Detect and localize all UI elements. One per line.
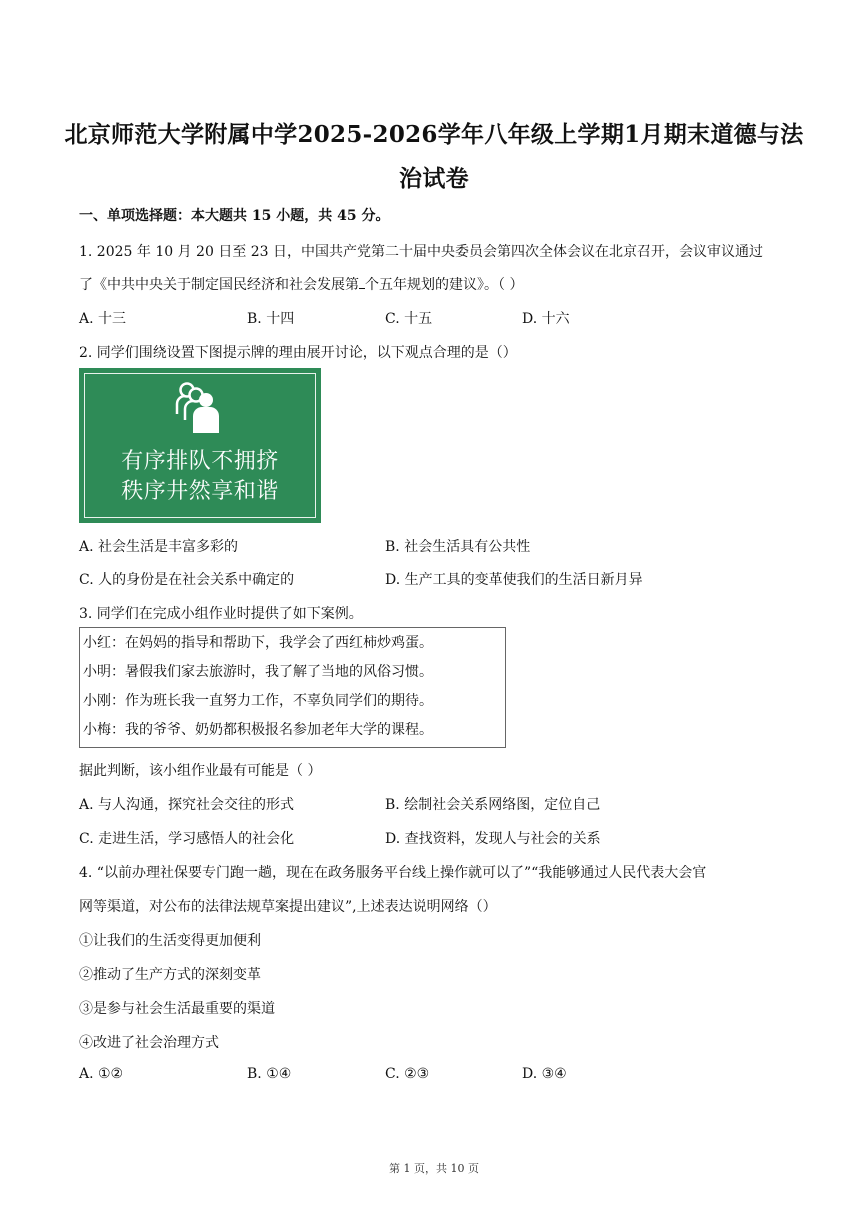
exam-title-line2: 治试卷 xyxy=(399,165,469,192)
q4-option-a: A. ①② xyxy=(79,1066,124,1082)
q1-stem-before-blank: 了《中共中央关于制定国民经济和社会发展第 xyxy=(79,277,359,293)
q1-stem-line2 xyxy=(79,274,523,294)
q4-item-2: ②推动了生产方式的深刻变革 xyxy=(79,967,261,983)
q3-stem: 3. 同学们在完成小组作业时提供了如下案例。 xyxy=(79,606,363,622)
q1-stem-after-blank: 个五年规划的建议》。（ ） xyxy=(365,277,524,293)
q3-case-xiaoming: 小明：暑假我们家去旅游时，我了解了当地的风俗习惯。 xyxy=(83,664,433,680)
q3-case-xiaohong: 小红：在妈妈的指导和帮助下，我学会了西红柿炒鸡蛋。 xyxy=(83,635,433,651)
sign-text-line2: 秩序井然享和谐 xyxy=(121,479,279,504)
q3-option-d: D. 查找资料，发现人与社会的关系 xyxy=(385,831,601,847)
q4-option-b: B. ①④ xyxy=(247,1066,292,1082)
q2-option-c: C. 人的身份是在社会关系中确定的 xyxy=(79,572,295,588)
q4-item-3: ③是参与社会生活最重要的渠道 xyxy=(79,1001,275,1017)
people-queue-icon xyxy=(173,380,229,434)
q2-option-d: D. 生产工具的变革使我们的生活日新月异 xyxy=(385,572,643,588)
q4-stem-line2: 网等渠道，对公布的法律法规草案提出建议”,上述表达说明网络（） xyxy=(79,899,497,915)
q4-option-c: C. ②③ xyxy=(385,1066,430,1082)
section-heading: 一、单项选择题：本大题共 15 小题，共 45 分。 xyxy=(79,208,390,224)
queue-sign-image xyxy=(79,368,321,523)
q3-case-box xyxy=(79,627,506,748)
q2-stem: 2. 同学们围绕设置下图提示牌的理由展开讨论，以下观点合理的是（） xyxy=(79,345,517,361)
q1-option-b: B. 十四 xyxy=(247,311,295,327)
sign-text-line1: 有序排队不拥挤 xyxy=(121,449,279,474)
q2-option-b: B. 社会生活具有公共性 xyxy=(385,539,531,555)
q1-option-a: A. 十三 xyxy=(79,311,127,327)
q3-case-xiaomei: 小梅：我的爷爷、奶奶都积极报名参加老年大学的课程。 xyxy=(83,722,433,738)
q3-option-b: B. 绘制社会关系网络图，定位自己 xyxy=(385,797,601,813)
exam-title-line1: 北京师范大学附属中学2025-2026学年八年级上学期1月期末道德与法 xyxy=(64,121,804,148)
q1-option-d: D. 十六 xyxy=(522,311,570,327)
q4-stem-line1: 4. “以前办理社保要专门跑一趟，现在在政务服务平台线上操作就可以了”“我能够通过人民代表大会官 xyxy=(79,865,707,881)
page-footer: 第 1 页，共 10 页 xyxy=(389,1162,479,1175)
q3-option-a: A. 与人沟通，探究社会交往的形式 xyxy=(79,797,295,813)
q3-case-xiaogang: 小刚：作为班长我一直努力工作，不辜负同学们的期待。 xyxy=(83,693,433,709)
q3-option-c: C. 走进生活，学习感悟人的社会化 xyxy=(79,831,295,847)
q3-question: 据此判断，该小组作业最有可能是（ ） xyxy=(79,763,322,779)
q1-option-c: C. 十五 xyxy=(385,311,433,327)
q4-item-4: ④改进了社会治理方式 xyxy=(79,1035,219,1051)
q4-item-1: ①让我们的生活变得更加便利 xyxy=(79,933,261,949)
q1-stem-line1: 1. 2025 年 10 月 20 日至 23 日，中国共产党第二十届中央委员会第四次全体会议在北京召开，会议审议通过 xyxy=(79,244,764,260)
q2-option-a: A. 社会生活是丰富多彩的 xyxy=(79,539,239,555)
q4-option-d: D. ③④ xyxy=(522,1066,567,1082)
